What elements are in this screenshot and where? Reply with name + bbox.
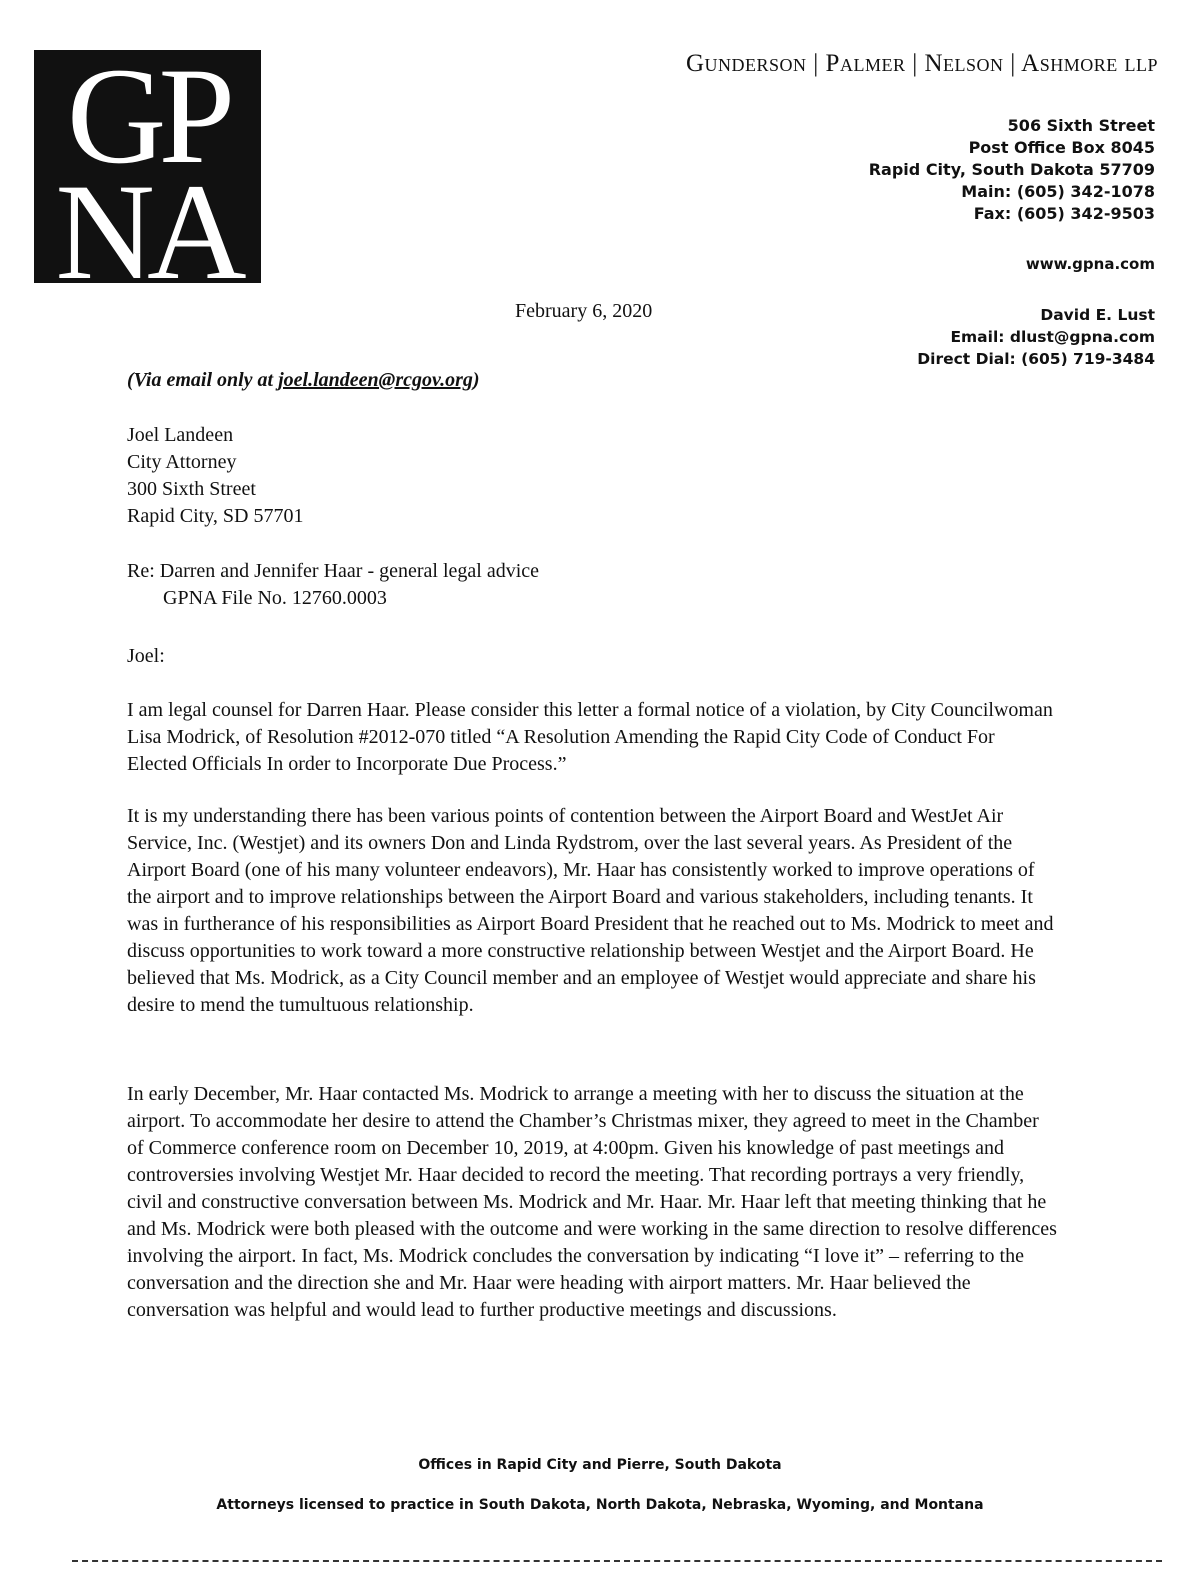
firm-separator: |: [1010, 50, 1022, 77]
logo-bottom-letters: NA: [55, 155, 239, 283]
logo-top-letters: GP: [66, 50, 228, 192]
attorney-contact: [917, 304, 1155, 370]
firm-address: [869, 115, 1155, 225]
re-file-number: GPNA File No. 12760.0003: [163, 587, 387, 609]
firm-name-1: Gunderson: [685, 50, 807, 77]
firm-name-2: Palmer: [825, 50, 906, 77]
footer-offices: Offices in Rapid City and Pierre, South Dakota: [418, 1457, 782, 1473]
logo-letters: [34, 50, 261, 283]
attorney-direct-dial: Direct Dial: (605) 719-3484: [917, 350, 1155, 368]
footer-licensing: Attorneys licensed to practice in South Dakota, North Dakota, Nebraska, Wyoming, and Montana: [216, 1497, 984, 1513]
firm-separator: |: [912, 50, 925, 77]
address-line: 506 Sixth Street: [1007, 116, 1155, 135]
firm-name: [548, 50, 1158, 78]
letter-date: February 6, 2020: [515, 300, 653, 322]
re-subject: Re: Darren and Jennifer Haar - general legal advice: [127, 560, 540, 582]
recipient-address: [127, 422, 304, 530]
firm-name-4: Ashmore llp: [1021, 50, 1158, 77]
firm-name-3: Nelson: [924, 50, 1004, 77]
recipient-line: 300 Sixth Street: [127, 478, 256, 500]
recipient-line: Rapid City, SD 57701: [127, 505, 304, 527]
firm-website: www.gpna.com: [1025, 255, 1155, 273]
body-paragraph-1: I am legal counsel for Darren Haar. Please consider this letter a formal notice of a violation, by City Councilwoman Lisa Modrick, of Resolution #2012-070 titled “A Resolution Amending the Rapid City Code of Conduct For Elected Officials In order to Incorporate Due Process.”: [127, 699, 1053, 775]
attorney-name: David E. Lust: [1040, 306, 1155, 324]
body-paragraph-3: In early December, Mr. Haar contacted Ms. Modrick to arrange a meeting with her to discuss the situation at the airport. To accommodate her desire to attend the Chamber’s Christmas mixer, they agreed to meet in the Chamber of Commerce conference room on December 10, 2019, at 4:00pm. Given his knowledge of past meetings and controversies involving Westjet Mr. Haar decided to record the meeting. That recording portrays a very friendly, civil and constructive conversation between Ms. Modrick and Mr. Haar. Mr. Haar left that meeting thinking that he and Ms. Modrick were both pleased with the outcome and were working in the same direction to resolve differences involving the airport. In fact, Ms. Modrick concludes the conversation by indicating “I love it” – referring to the conversation and the direction she and Mr. Haar were heading with airport matters. Mr. Haar believed the conversation was helpful and would lead to further productive meetings and discussions.: [127, 1083, 1057, 1321]
phone-main: Main: (605) 342-1078: [961, 182, 1155, 201]
recipient-line: City Attorney: [127, 451, 237, 473]
page-bottom-divider: [72, 1560, 1162, 1566]
firm-separator: |: [813, 50, 826, 77]
re-line: [127, 558, 539, 612]
via-email-link[interactable]: joel.landeen@rcgov.org: [278, 369, 473, 391]
firm-logo: [34, 50, 261, 283]
via-prefix: (Via email only at: [127, 369, 279, 391]
body-paragraph-2: It is my understanding there has been various points of contention between the Airport Board and WestJet Air Service, Inc. (Westjet) and its owners Don and Linda Rydstrom, over the last several years. As President of the Airport Board (one of his many volunteer endeavors), Mr. Haar has consistently worked to improve operations of the airport and to improve relationships between the Airport Board and various stakeholders, including tenants. It was in furtherance of his responsibilities as Airport Board President that he reached out to Ms. Modrick to meet and discuss opportunities to work toward a more constructive relationship between Westjet and the Airport Board. He believed that Ms. Modrick, as a City Council member and an employee of Westjet would appreciate and share his desire to mend the tumultuous relationship.: [127, 805, 1054, 1016]
address-line: Post Office Box 8045: [968, 138, 1155, 157]
delivery-note: [127, 369, 480, 392]
via-suffix: ): [472, 369, 480, 391]
salutation: Joel:: [127, 645, 165, 667]
recipient-line: Joel Landeen: [127, 424, 234, 446]
attorney-email: Email: dlust@gpna.com: [950, 328, 1155, 346]
address-line: Rapid City, South Dakota 57709: [868, 160, 1155, 179]
phone-fax: Fax: (605) 342-9503: [973, 204, 1155, 223]
